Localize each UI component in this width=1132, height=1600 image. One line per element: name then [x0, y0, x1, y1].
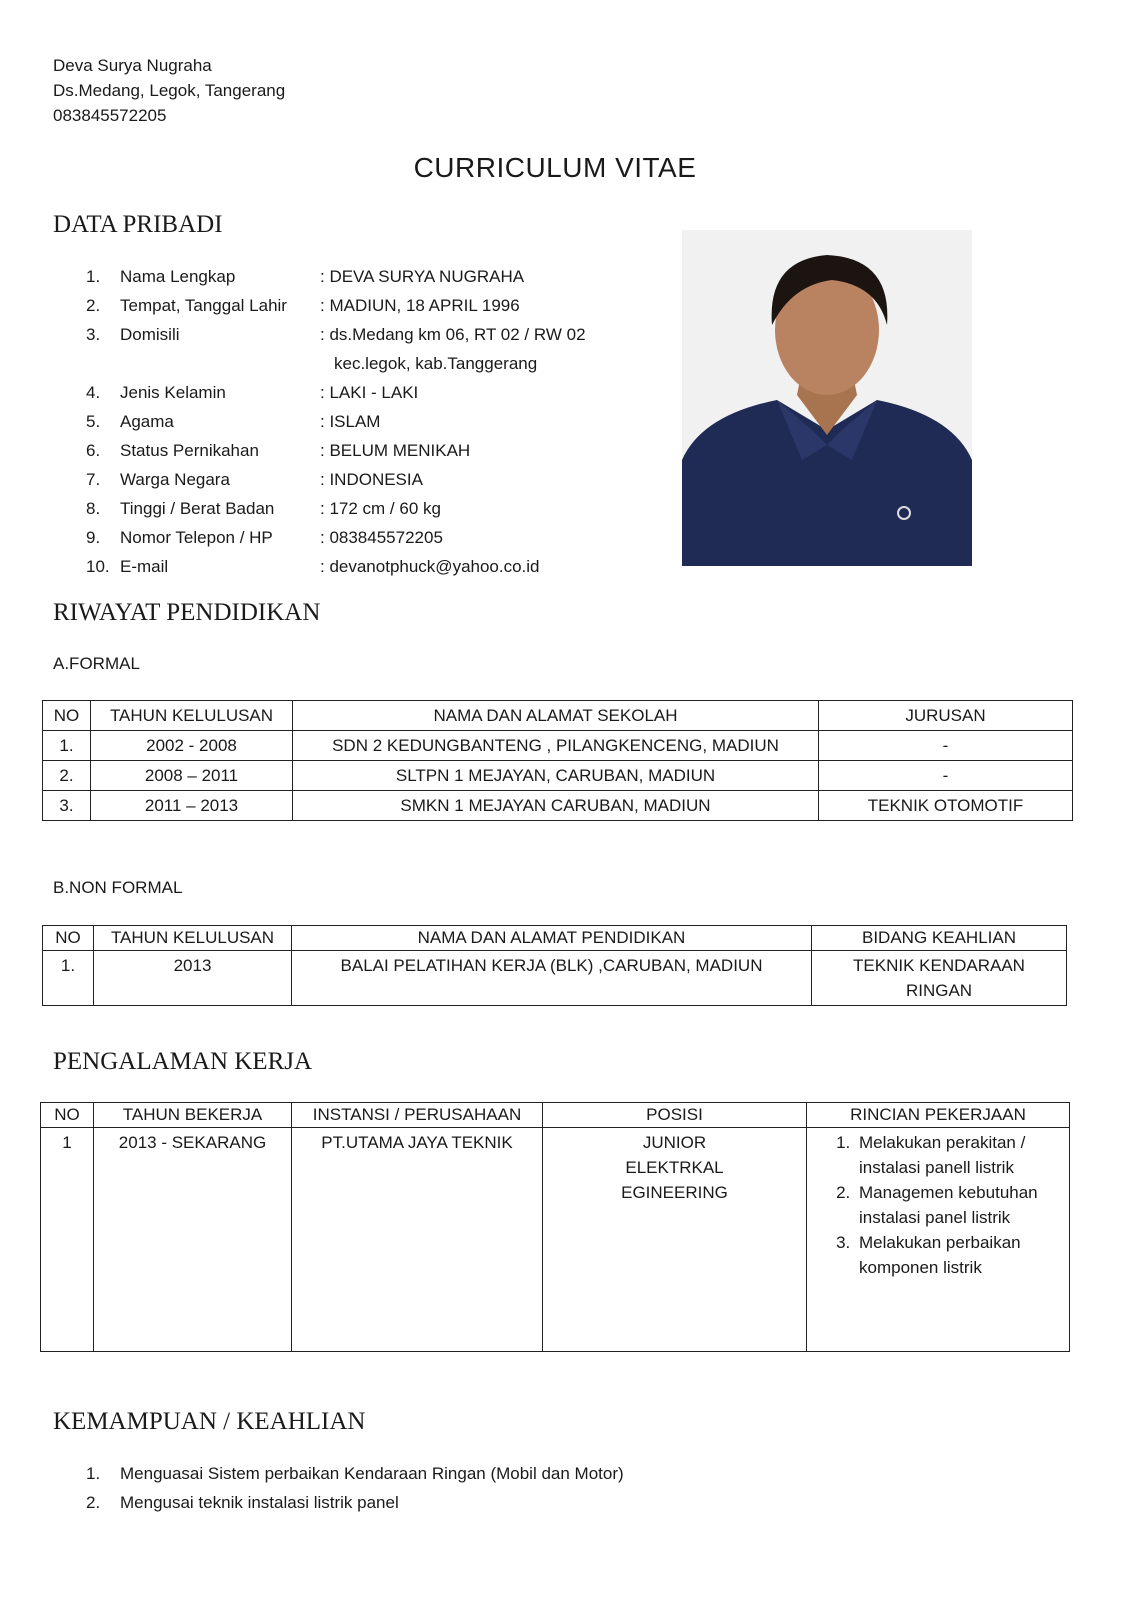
col-header: NAMA DAN ALAMAT SEKOLAH — [293, 701, 819, 731]
col-header: INSTANSI / PERUSAHAAN — [292, 1103, 543, 1128]
item-number: 6. — [86, 441, 101, 460]
profile-photo — [682, 230, 972, 566]
item-label: Warga Negara — [120, 470, 230, 489]
item-number: 7. — [86, 470, 101, 489]
item-number: 8. — [86, 499, 101, 518]
non-formal-education-table — [42, 925, 1067, 1006]
list-item: 2. Managemen kebutuhan instalasi panel listrik — [855, 1180, 1065, 1230]
cell-tahun: 2013 - SEKARANG — [94, 1128, 292, 1352]
table-cell: - — [819, 731, 1073, 761]
col-header: RINCIAN PEKERJAAN — [807, 1103, 1070, 1128]
section-heading-pengalaman: PENGALAMAN KERJA — [53, 1048, 313, 1075]
sender-info — [53, 53, 285, 128]
section-heading-data-pribadi: DATA PRIBADI — [53, 211, 223, 238]
sender-address: Ds.Medang, Legok, Tangerang — [53, 81, 286, 100]
item-number: 5. — [86, 412, 101, 431]
item-number: 4. — [86, 383, 101, 402]
item-label: Status Pernikahan — [120, 441, 259, 460]
item-number: 1. — [86, 1464, 101, 1483]
section-heading-pendidikan: RIWAYAT PENDIDIKAN — [53, 599, 321, 626]
table-cell: 2013 — [94, 951, 292, 1006]
item-number: 3. — [86, 325, 101, 344]
col-header: TAHUN KELULUSAN — [94, 926, 292, 951]
item-value: : ds.Medang km 06, RT 02 / RW 02 — [320, 325, 586, 344]
col-header: NO — [43, 926, 94, 951]
non-formal-label: B.NON FORMAL — [53, 878, 183, 897]
skill-label: Mengusai teknik instalasi listrik panel — [120, 1493, 399, 1512]
item-label: Jenis Kelamin — [120, 383, 226, 402]
rincian-list — [811, 1130, 1065, 1280]
list-item: 1. Melakukan perakitan / instalasi panell listrik — [855, 1130, 1065, 1180]
item-label: Domisili — [120, 325, 180, 344]
table-cell: 2. — [43, 761, 91, 791]
table-cell: - — [819, 761, 1073, 791]
item-value: : INDONESIA — [320, 470, 423, 489]
item-number: 1. — [86, 267, 101, 286]
table-cell: 1. — [43, 731, 91, 761]
cell-posisi: JUNIOR ELEKTRKAL EGINEERING — [543, 1128, 807, 1352]
col-header: NO — [43, 701, 91, 731]
table-cell: SDN 2 KEDUNGBANTENG , PILANGKENCENG, MADIUN — [293, 731, 819, 761]
item-value: : 083845572205 — [320, 528, 443, 547]
cell-no: 1 — [41, 1128, 94, 1352]
col-header: BIDANG KEAHLIAN — [812, 926, 1067, 951]
item-label: Tempat, Tanggal Lahir — [120, 296, 287, 315]
table-row — [43, 791, 1073, 821]
table-cell: 2002 - 2008 — [91, 731, 293, 761]
sender-name: Deva Surya Nugraha — [53, 56, 212, 75]
cell-rincian — [807, 1128, 1070, 1352]
section-heading-keahlian: KEMAMPUAN / KEAHLIAN — [53, 1408, 366, 1435]
item-label: Nama Lengkap — [120, 267, 236, 286]
page-title: CURRICULUM VITAE — [413, 152, 697, 183]
table-cell: 3. — [43, 791, 91, 821]
item-value: : BELUM MENIKAH — [320, 441, 471, 460]
item-value: : devanotphuck@yahoo.co.id — [320, 557, 540, 576]
table-cell: 2008 – 2011 — [91, 761, 293, 791]
formal-education-table — [42, 700, 1073, 821]
item-value-continued: kec.legok, kab.Tanggerang — [334, 354, 538, 373]
item-value: : ISLAM — [320, 412, 381, 431]
item-number: 2. — [86, 1493, 101, 1512]
table-cell: 2011 – 2013 — [91, 791, 293, 821]
table-row — [43, 951, 1067, 1006]
table-row — [43, 761, 1073, 791]
sender-phone: 083845572205 — [53, 106, 167, 125]
table-cell: 1. — [43, 951, 94, 1006]
col-header: NAMA DAN ALAMAT PENDIDIKAN — [292, 926, 812, 951]
item-value: : LAKI - LAKI — [320, 383, 419, 402]
table-cell: TEKNIK KENDARAAN RINGAN — [812, 951, 1067, 1006]
col-header: TAHUN KELULUSAN — [91, 701, 293, 731]
table-cell: SLTPN 1 MEJAYAN, CARUBAN, MADIUN — [293, 761, 819, 791]
col-header: TAHUN BEKERJA — [94, 1103, 292, 1128]
formal-label: A.FORMAL — [53, 654, 140, 673]
table-cell: BALAI PELATIHAN KERJA (BLK) ,CARUBAN, MADIUN — [292, 951, 812, 1006]
item-label: Nomor Telepon / HP — [120, 528, 273, 547]
item-number: 9. — [86, 528, 101, 547]
item-label: Agama — [120, 412, 174, 431]
col-header: NO — [41, 1103, 94, 1128]
item-value: : MADIUN, 18 APRIL 1996 — [320, 296, 520, 315]
item-number: 2. — [86, 296, 101, 315]
table-cell: TEKNIK OTOMOTIF — [819, 791, 1073, 821]
item-value: : DEVA SURYA NUGRAHA — [320, 267, 525, 286]
item-number: 10. — [86, 557, 110, 576]
cell-instansi: PT.UTAMA JAYA TEKNIK — [292, 1128, 543, 1352]
table-row — [41, 1128, 1070, 1352]
item-label: Tinggi / Berat Badan — [120, 499, 275, 518]
col-header: JURUSAN — [819, 701, 1073, 731]
item-label: E-mail — [120, 557, 169, 576]
skill-label: Menguasai Sistem perbaikan Kendaraan Ringan (Mobil dan Motor) — [120, 1464, 624, 1483]
list-item: 3. Melakukan perbaikan komponen listrik — [855, 1230, 1065, 1280]
table-row — [43, 731, 1073, 761]
table-cell: SMKN 1 MEJAYAN CARUBAN, MADIUN — [293, 791, 819, 821]
work-experience-table — [40, 1102, 1070, 1352]
item-value: : 172 cm / 60 kg — [320, 499, 441, 518]
col-header: POSISI — [543, 1103, 807, 1128]
